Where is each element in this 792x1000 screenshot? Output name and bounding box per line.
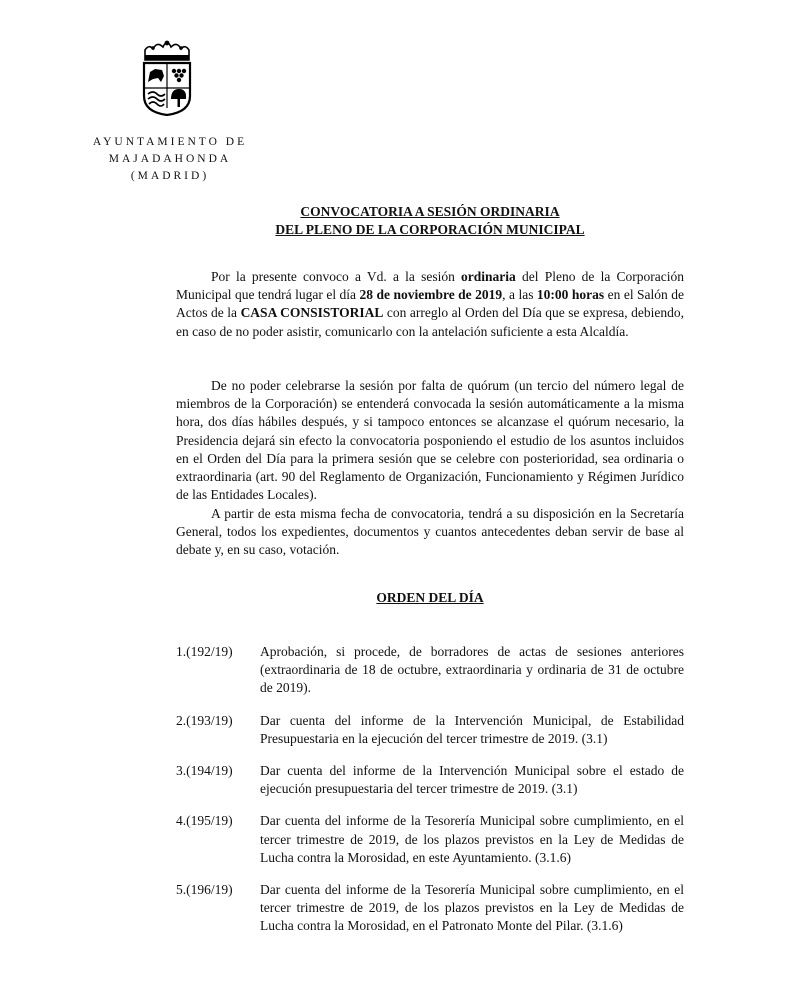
org-city-line: MAJADAHONDA bbox=[108, 153, 232, 165]
agenda-item bbox=[176, 762, 684, 798]
agenda-item-number: 4.(195/19) bbox=[176, 813, 233, 829]
quorum-paragraph: De no poder celebrarse la sesión por falta de quórum (un tercio del número legal de miembros de la Corporación) se entenderá convocada la sesión automáticamente a la misma hora, dos días hábiles después, y si tampoco entonces se alcanzase el quórum necesario, la Presidencia dejará sin efecto la convocatoria posponiendo el estudio de los asuntos incluidos en el Orden del Día para la primera sesión que se celebre con posterioridad, sea ordinaria o extraordinaria (art. 90 del Reglamento de Organización, Funcionamiento y Régimen Jurídico de las Entidades Locales). bbox=[176, 378, 684, 503]
agenda-item bbox=[176, 881, 684, 936]
agenda-item-text: Aprobación, si procede, de borradores de actas de sesiones anteriores (extraordinaria de 18 de octubre, extraordinaria y ordinaria de 31 de octubre de 2019). bbox=[260, 644, 684, 696]
document-title bbox=[176, 203, 684, 239]
text-segment: , a las bbox=[502, 287, 537, 303]
session-date: 28 de noviembre de 2019 bbox=[359, 287, 503, 303]
agenda-item-text: Dar cuenta del informe de la Intervención Municipal sobre el estado de ejecución presupuestaria del tercer trimestre de 2019. (3.1) bbox=[260, 763, 684, 797]
session-venue: CASA CONSISTORIAL bbox=[240, 305, 384, 321]
organization-header bbox=[70, 134, 270, 185]
agenda-item-number: 1.(192/19) bbox=[176, 644, 233, 659]
agenda-item bbox=[176, 712, 684, 748]
agenda-item-text: Dar cuenta del informe de la Intervención Municipal, de Estabilidad Presupuestaria en la ejecución del tercer trimestre de 2019. (3.1) bbox=[260, 712, 684, 746]
agenda-item-text: Dar cuenta del informe de la Tesorería Municipal sobre cumplimiento, en el tercer trimestre de 2019, de los plazos previstos en la Ley de Medidas de Lucha contra la Morosidad, en el Patronato Monte del Pilar. (3.1.6) bbox=[260, 882, 684, 934]
agenda-title: ORDEN DEL DÍA bbox=[376, 590, 484, 605]
org-region-line: (MADRID) bbox=[130, 170, 210, 182]
text-segment: del Pleno de la Corporación Municipal que tendrá lugar el día bbox=[176, 269, 684, 303]
org-name-line: AYUNTAMIENTO DE bbox=[92, 136, 248, 148]
session-time: 10:00 horas bbox=[536, 287, 605, 303]
title-line-1: CONVOCATORIA A SESIÓN ORDINARIA bbox=[300, 204, 560, 219]
documents-paragraph: A partir de esta misma fecha de convocatoria, tendrá a su disposición en la Secretaría General, todos los expedientes, documentos y cuantos antecedentes deban servir de base al debate y, en su caso, votación. bbox=[176, 506, 684, 558]
agenda-item-text: Dar cuenta del informe de la Tesorería Municipal sobre cumplimiento, en el tercer trimestre de 2019, de los plazos previstos en la Ley de Medidas de Lucha contra la Morosidad, en este Ayuntamiento. (3.1.6) bbox=[260, 813, 684, 865]
text-segment: Por la presente convoco a Vd. a la sesión bbox=[211, 269, 462, 284]
convocation-paragraph bbox=[176, 268, 684, 341]
session-type: ordinaria bbox=[461, 269, 516, 284]
agenda-list bbox=[176, 643, 684, 950]
agenda-item bbox=[176, 643, 684, 698]
text-segment: en el Salón de Actos de la bbox=[176, 287, 685, 321]
agenda-item-number: 2.(193/19) bbox=[176, 712, 233, 728]
text-segment: con arreglo al Orden del Día que se expresa, debiendo, en caso de no poder asistir, comunicarlo con la antelación suficiente a esta Alcaldía. bbox=[176, 305, 684, 339]
agenda-item-number: 5.(196/19) bbox=[176, 882, 233, 898]
title-line-2: DEL PLENO DE LA CORPORACIÓN MUNICIPAL bbox=[275, 222, 585, 237]
coat-of-arms-icon bbox=[139, 38, 195, 116]
agenda-item bbox=[176, 812, 684, 867]
agenda-item-number: 3.(194/19) bbox=[176, 763, 233, 779]
